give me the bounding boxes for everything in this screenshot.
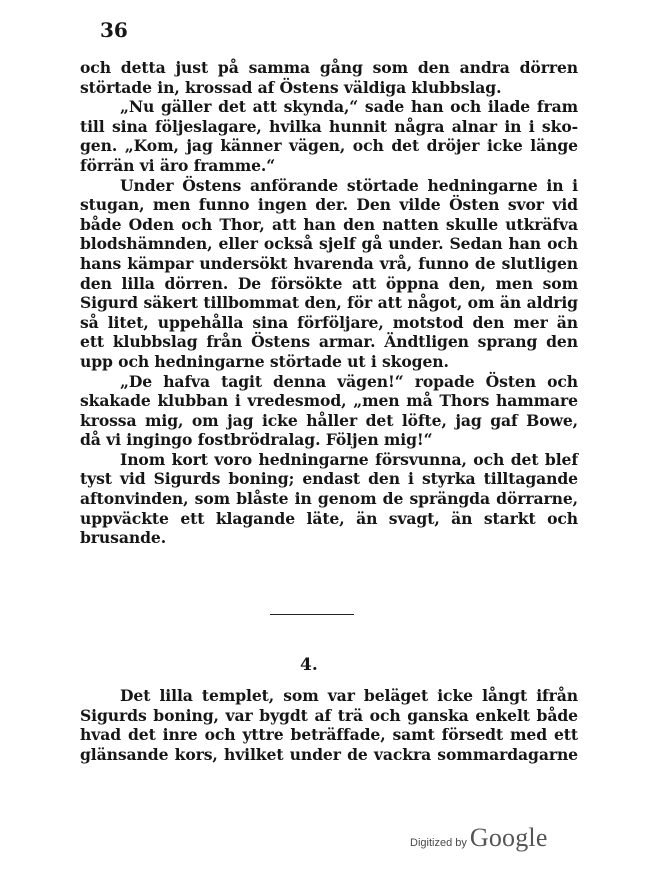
text-line: då vi ingingo fostbrödralag. Följen mig!“	[80, 430, 433, 450]
text-line: Sigurd säkert tillbommat den, för att något, om än aldrig	[80, 293, 578, 313]
text-line: aftonvinden, som blåste in genom de sprängda dörrarne,	[80, 489, 578, 509]
text-section-1	[80, 58, 578, 548]
text-line: störtade in, krossad af Östens väldiga klubbslag.	[80, 77, 502, 97]
text-line: tyst vid Sigurds boning; endast den i styrka tilltagande	[80, 469, 578, 489]
text-line: stugan, men funno ingen der. Den vilde Östen svor vid	[80, 195, 578, 215]
section-divider	[270, 614, 354, 615]
text-line: Inom kort voro hedningarne försvunna, och det blef	[120, 449, 578, 469]
text-line: Det lilla templet, som var beläget icke långt ifrån	[120, 686, 578, 705]
text-line: uppväckte ett klagande läte, än svagt, än starkt och	[80, 508, 578, 528]
text-line: „De hafva tagit denna vägen!“ ropade Östen och	[120, 371, 578, 391]
text-section-2	[80, 686, 578, 764]
text-line: Under Östens anförande störtade hedningarne in i	[120, 175, 578, 195]
text-line: glänsande kors, hvilket under de vackra sommardagarne	[80, 744, 578, 764]
text-line: så litet, uppehålla sina förföljare, motstod den mer än	[80, 312, 578, 332]
watermark-prefix: Digitized by	[410, 837, 467, 849]
text-line: gen. „Kom, jag känner vägen, och det dröjer icke länge	[80, 136, 578, 156]
text-line: ett klubbslag från Östens armar. Ändtligen sprang den	[80, 332, 578, 352]
text-line: blodshämnden, eller också sjelf gå under. Sedan han och	[80, 234, 578, 254]
text-line: Sigurds boning, var bygdt af trä och ganska enkelt både	[80, 705, 578, 725]
text-line: krossa mig, om jag icke håller det löfte, jag gaf Bowe,	[80, 410, 578, 430]
page-number: 36	[100, 18, 128, 42]
text-line: och detta just på samma gång som den andra dörren	[80, 58, 578, 77]
text-line: skakade klubban i vredesmod, „men må Thors hammare	[80, 391, 578, 411]
text-line: „Nu gäller det att skynda,“ sade han och ilade fram	[120, 97, 578, 117]
text-line: den lilla dörren. De försökte att öppna den, men som	[80, 273, 578, 293]
text-line: till sina följeslagare, hvilka hunnit några alnar in i sko-	[80, 116, 578, 136]
text-line: förrän vi äro framme.“	[80, 155, 276, 175]
chapter-number: 4.	[300, 655, 318, 675]
text-line: upp och hedningarne störtade ut i skogen.	[80, 351, 449, 371]
text-line: hvad det inre och yttre beträffade, samt försedt med ett	[80, 725, 578, 745]
google-logo: Google	[469, 823, 548, 852]
digitized-by-google-watermark	[410, 823, 548, 853]
text-line: hans kämpar undersökt hvarenda vrå, funno de slutligen	[80, 253, 578, 273]
text-line: både Oden och Thor, att han den natten skulle utkräfva	[80, 214, 578, 234]
text-line: brusande.	[80, 528, 167, 548]
